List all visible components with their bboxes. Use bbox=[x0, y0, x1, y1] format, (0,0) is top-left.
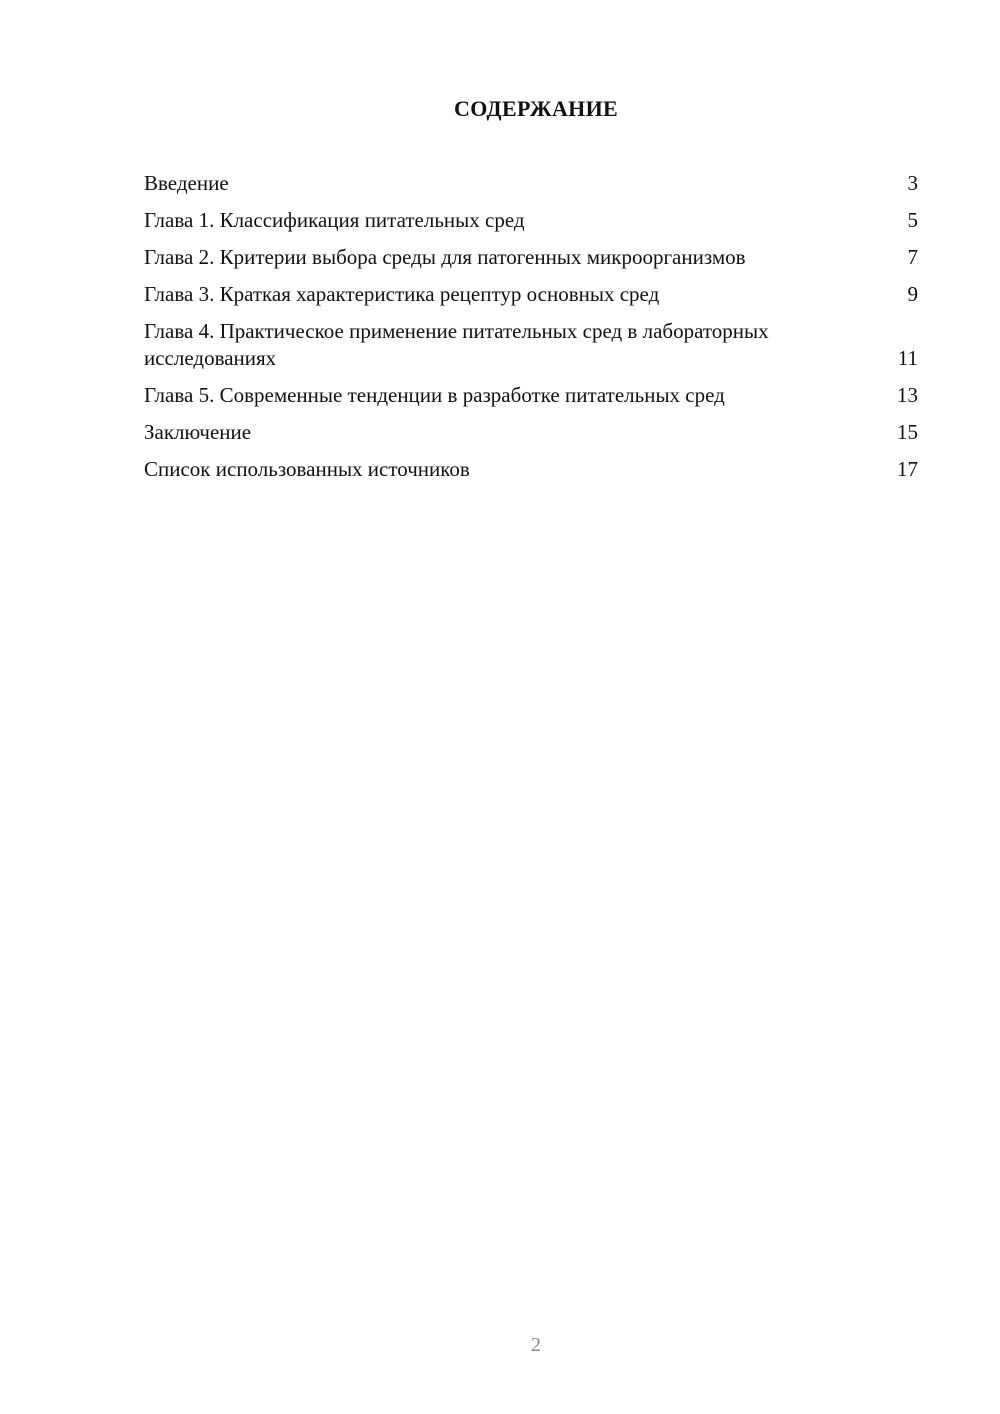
toc-entry-page-number: 5 bbox=[907, 208, 918, 232]
toc-entry-text: Список использованных источников bbox=[144, 457, 470, 481]
toc-entry-text: Глава 2. Критерии выбора среды для патогенных микроорганизмов bbox=[144, 245, 746, 269]
page-number: 2 bbox=[531, 1334, 541, 1356]
toc-entry-page-number: 11 bbox=[897, 346, 918, 370]
toc-entry-text: Заключение bbox=[144, 420, 252, 444]
toc-entry-page-number: 13 bbox=[897, 383, 918, 407]
toc-entry bbox=[144, 207, 918, 234]
toc-entry bbox=[144, 244, 918, 271]
toc-entry-page-number: 17 bbox=[897, 457, 918, 481]
toc-entry-page-number: 9 bbox=[907, 282, 918, 306]
toc-entry bbox=[144, 419, 918, 446]
toc-entry bbox=[144, 382, 918, 409]
toc-entry-text: Глава 5. Современные тенденции в разработке питательных сред bbox=[144, 383, 725, 407]
toc-entry bbox=[144, 281, 918, 308]
toc-entry bbox=[144, 318, 918, 372]
toc-entry-text: Введение bbox=[144, 171, 229, 195]
toc-entry bbox=[144, 456, 918, 483]
toc-entry-page-number: 3 bbox=[907, 171, 918, 195]
toc-entry-page-number: 7 bbox=[907, 245, 918, 269]
toc-entry-text: Глава 4. Практическое применение питательных сред в лабораторных исследованиях bbox=[144, 319, 769, 370]
toc-title: СОДЕРЖАНИЕ bbox=[454, 96, 618, 121]
toc-entry-page-number: 15 bbox=[897, 420, 918, 444]
toc-entry-text: Глава 3. Краткая характеристика рецептур основных сред bbox=[144, 282, 660, 306]
toc-entry bbox=[144, 170, 918, 197]
toc-entry-text: Глава 1. Классификация питательных сред bbox=[144, 208, 525, 232]
toc-list bbox=[144, 170, 918, 493]
